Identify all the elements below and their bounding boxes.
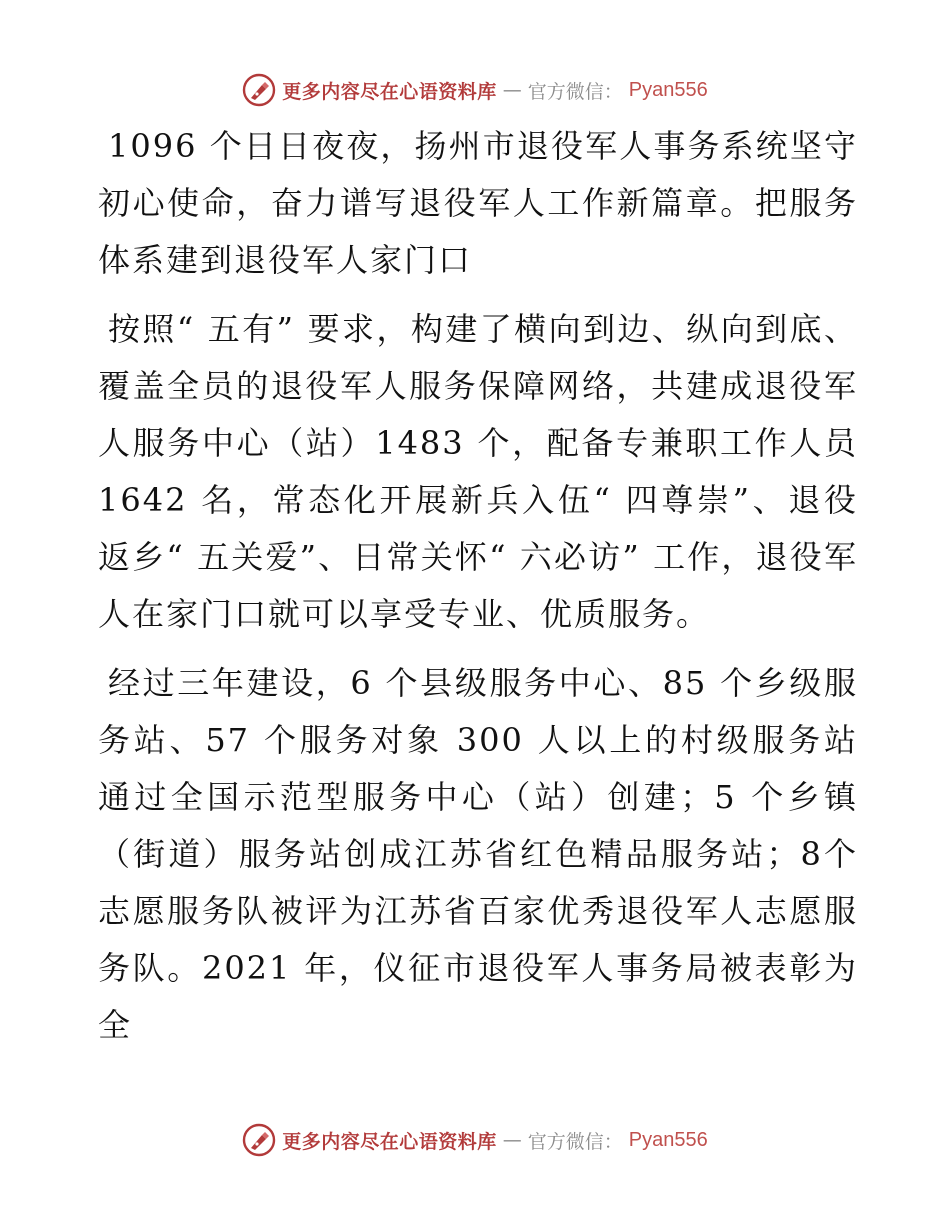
footer-banner [0, 1120, 950, 1160]
header-banner-wechat-label: 官方微信： [527, 80, 623, 103]
footer-banner-wechat-label: 官方微信： [527, 1130, 623, 1153]
footer-banner-wechat-id: Pyan556 [628, 1128, 708, 1151]
pen-nib-logo-icon [242, 73, 276, 107]
footer-banner-dash: — [502, 1129, 522, 1151]
header-banner-content [242, 73, 708, 107]
header-banner-text: 更多内容尽在心语资料库 [282, 80, 497, 103]
paragraph-3: 经过三年建设，6 个县级服务中心、85 个乡级服务站、57 个服务对象 300 人以上的村级服务站通过全国示范型服务中心（站）创建；5 个乡镇（街道）服务站创成江苏省红色精品服务站；8个志愿服务队被评为江苏省百家优秀退役军人志愿服务队。2021 年，仪征市退役军人事务局被表彰为全 [98, 664, 858, 1044]
document-body [98, 118, 871, 1066]
header-banner-wechat-id: Pyan556 [628, 78, 708, 101]
header-banner-dash: — [502, 79, 522, 101]
paragraph-2: 按照“ 五有” 要求，构建了横向到边、纵向到底、覆盖全员的退役军人服务保障网络，共建成退役军人服务中心（站）1483 个，配备专兼职工作人员 1642 名，常态化开展新兵入伍“ 四尊崇”、退役返乡“ 五关爱”、日常关怀“ 六必访” 工作，退役军人在家门口就可以享受专业、优质服务。 [98, 310, 871, 633]
paragraph-1: 1096 个日日夜夜，扬州市退役军人事务系统坚守初心使命，奋力谱写退役军人工作新篇章。把服务体系建到退役军人家门口 [98, 127, 858, 279]
footer-banner-content [242, 1123, 708, 1157]
footer-banner-text: 更多内容尽在心语资料库 [282, 1130, 497, 1153]
header-banner [0, 70, 950, 110]
pen-nib-logo-icon [242, 1123, 276, 1157]
